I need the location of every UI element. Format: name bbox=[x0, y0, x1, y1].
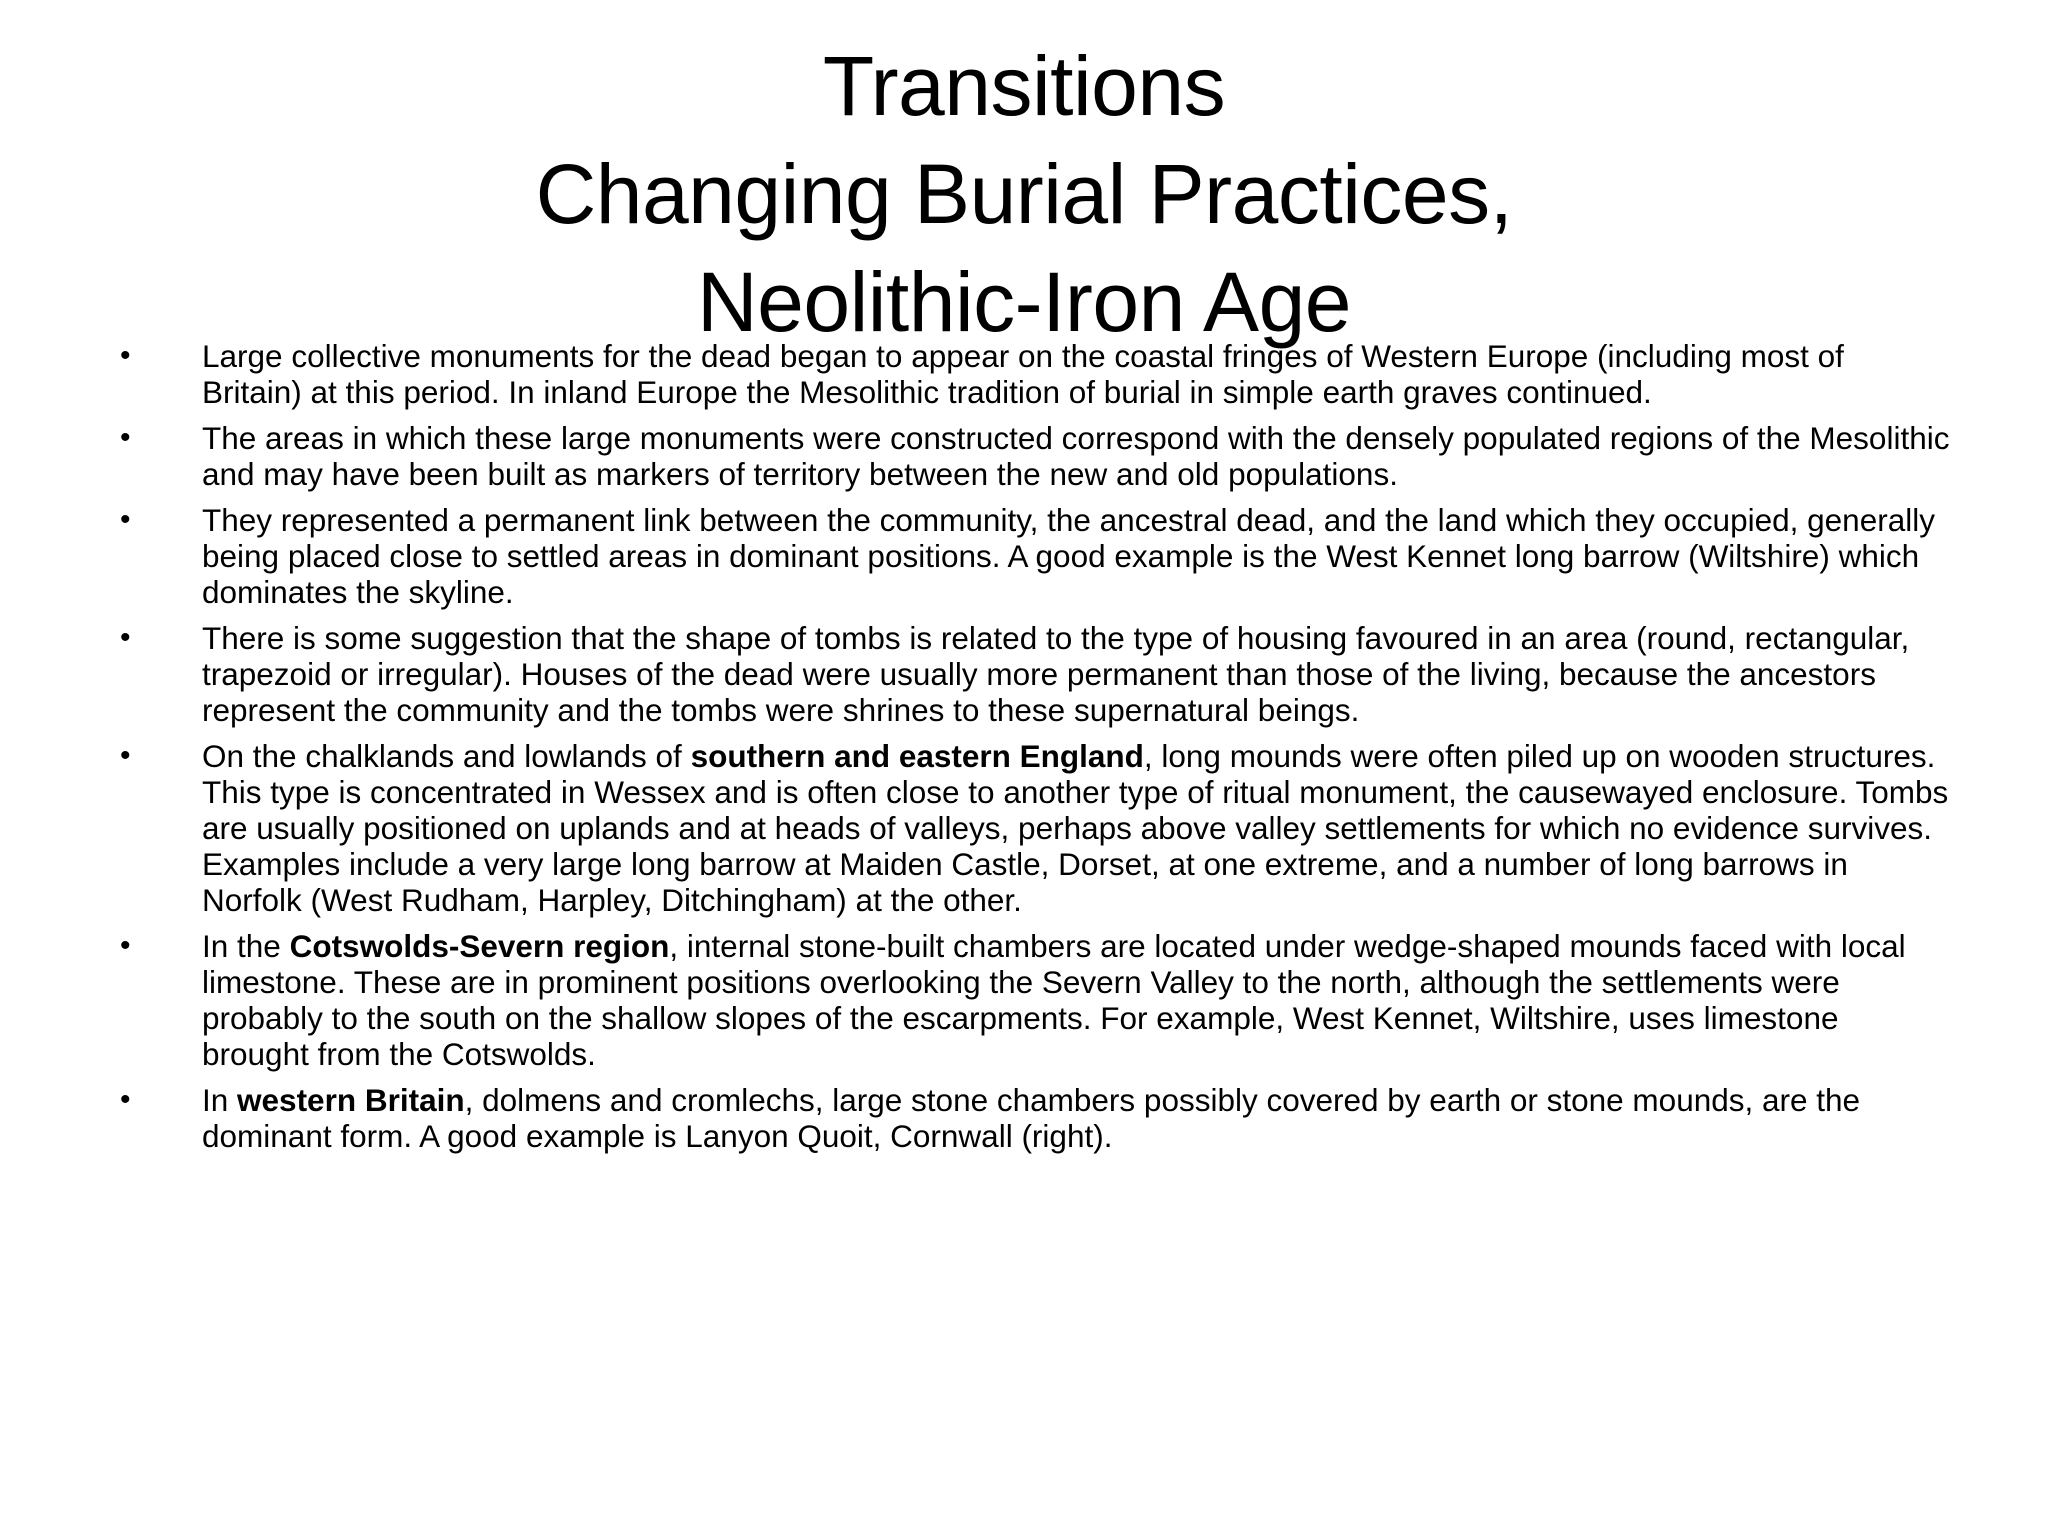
bullet-text bbox=[202, 420, 1949, 492]
bullet-marker: • bbox=[120, 503, 131, 536]
bullet-text-after: , long mounds were often piled up on wooden structures. This type is concentrated in Wessex and is often close to another type of ritual monument, the causewayed enclosure. Tombs are usually positioned on uplands and at heads of valleys, perhaps above valley settlements for which no evidence survives. Examples include a very large long barrow at Maiden Castle, Dorset, at one extreme, and a number of long barrows in Norfolk (West Rudham, Harpley, Ditchingham) at the other. bbox=[202, 738, 1949, 918]
bullet-text bbox=[202, 338, 1844, 410]
bullet-text bbox=[202, 738, 1948, 918]
bullet-text-bold: Cotswolds-Severn region bbox=[289, 928, 670, 964]
bullet-item bbox=[120, 502, 1950, 610]
bullet-item bbox=[120, 620, 1950, 728]
bullet-text-before: Large collective monuments for the dead began to appear on the coastal fringes of Western Europe (including most of Britain) at this period. In inland Europe the Mesolithic tradition of burial in simple earth graves continued. bbox=[202, 338, 1844, 410]
bullet-item bbox=[120, 1082, 1950, 1154]
bullet-marker: • bbox=[120, 421, 131, 454]
bullet-text-after: , internal stone-built chambers are located under wedge-shaped mounds faced with local limestone. These are in prominent positions overlooking the Severn Valley to the north, although the settlements were probably to the south on the shallow slopes of the escarpments. For example, West Kennet, Wiltshire, uses limestone brought from the Cotswolds. bbox=[202, 928, 1906, 1072]
bullet-text bbox=[202, 620, 1909, 728]
bullet-text-before: There is some suggestion that the shape of tombs is related to the type of housing favoured in an area (round, rectangular, trapezoid or irregular). Houses of the dead were usually more permanent than those of the living, because the ancestors represent the community and the tombs were shrines to these supernatural beings. bbox=[202, 620, 1910, 728]
bullet-item bbox=[120, 420, 1950, 492]
bullet-text-bold: western Britain bbox=[237, 1082, 465, 1118]
bullet-list bbox=[120, 338, 1950, 1164]
bullet-marker: • bbox=[120, 339, 131, 372]
bullet-text bbox=[202, 1082, 1860, 1154]
title-line-2: Changing Burial Practices, bbox=[535, 147, 1513, 241]
bullet-marker: • bbox=[120, 739, 131, 772]
bullet-marker: • bbox=[120, 1083, 131, 1116]
bullet-text-before: On the chalklands and lowlands of bbox=[202, 738, 691, 774]
bullet-text bbox=[202, 928, 1906, 1072]
title-line-1: Transitions bbox=[822, 39, 1226, 133]
bullet-marker: • bbox=[120, 929, 131, 962]
title-line-3: Neolithic-Iron Age bbox=[696, 255, 1352, 349]
bullet-marker: • bbox=[120, 621, 131, 654]
bullet-item bbox=[120, 738, 1950, 918]
bullet-text bbox=[202, 502, 1935, 610]
bullet-text-before: They represented a permanent link between the community, the ancestral dead, and the land which they occupied, generally being placed close to settled areas in dominant positions. A good example is the West Kennet long barrow (Wiltshire) which dominates the skyline. bbox=[202, 502, 1935, 610]
bullet-text-bold: southern and eastern England bbox=[690, 738, 1144, 774]
bullet-text-before: In bbox=[202, 1082, 238, 1118]
bullet-text-before: The areas in which these large monuments were constructed correspond with the densely populated regions of the Mesolithic and may have been built as markers of territory between the new and old populations. bbox=[202, 420, 1950, 492]
slide-title bbox=[0, 32, 2048, 356]
bullet-item bbox=[120, 928, 1950, 1072]
bullet-text-after: , dolmens and cromlechs, large stone chambers possibly covered by earth or stone mounds, are the dominant form. A good example is Lanyon Quoit, Cornwall (right). bbox=[202, 1082, 1861, 1154]
bullet-text-before: In the bbox=[202, 928, 290, 964]
bullet-item bbox=[120, 338, 1950, 410]
